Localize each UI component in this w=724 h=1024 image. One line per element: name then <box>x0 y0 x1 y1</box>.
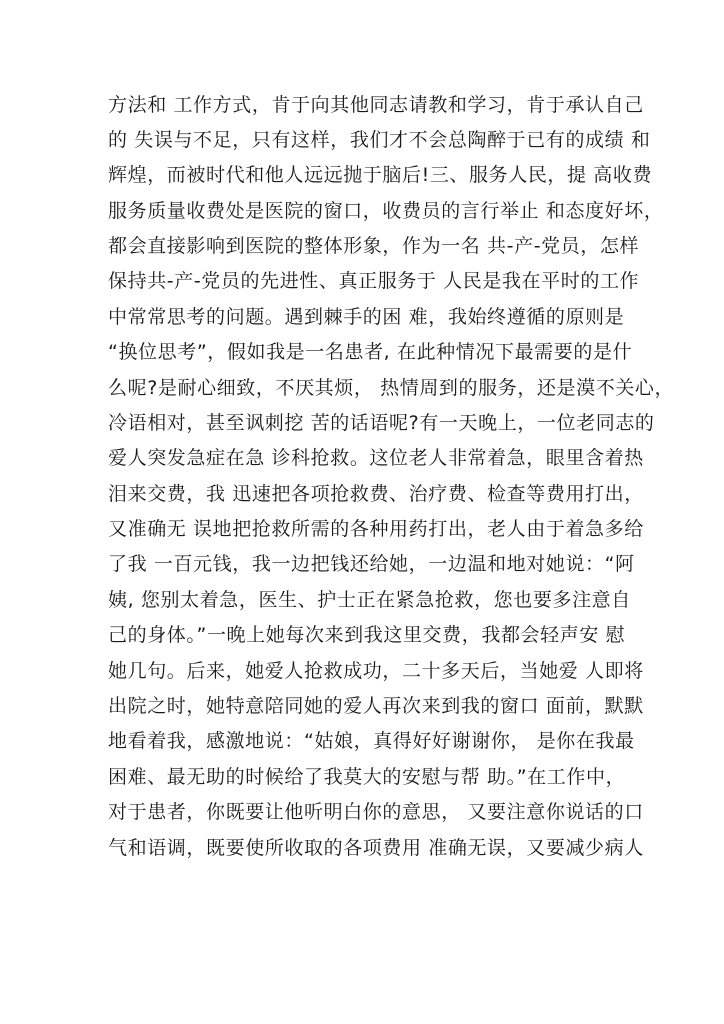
text-line-11: 爱人突发急症在急 诊科抢救。这位老人非常着急，眼里含着热 <box>108 447 644 469</box>
text-line-9: 么呢?是耐心细致，不厌其烦， 热情周到的服务，还是漠不关心， <box>108 377 675 399</box>
text-line-6: 保持共-产-党员的先进性、真正服务于 人民是我在平时的工作 <box>108 270 640 292</box>
text-line-15: 姨, 您别太着急，医生、护士正在紧急抢救，您也要多注意自 <box>108 589 631 611</box>
text-line-14: 了我 一百元钱，我一边把钱还给她，一边温和地对她说：“阿 <box>108 553 635 575</box>
text-line-20: 困难、最无助的时候给了我莫大的安慰与帮 助。”在工作中， <box>108 766 626 788</box>
text-line-22: 气和语调，既要使所收取的各项费用 准确无误，又要减少病人 <box>108 837 644 859</box>
text-line-1: 方法和 工作方式，肯于向其他同志请教和学习，肯于承认自己 <box>108 94 644 116</box>
text-line-21: 对于患者，你既要让他听明白你的意思， 又要注意你说话的口 <box>108 801 644 823</box>
text-line-19: 地看着我，感激地说：“姑娘，真得好好谢谢你， 是你在我最 <box>108 730 635 752</box>
text-line-12: 泪来交费，我 迅速把各项抢救费、治疗费、检查等费用打出， <box>108 483 644 505</box>
text-line-8: “换位思考”，假如我是一名患者, 在此种情况下最需要的是什 <box>108 341 633 363</box>
text-line-13: 又准确无 误地把抢救所需的各种用药打出，老人由于着急多给 <box>108 518 644 540</box>
text-line-17: 她几句。后来，她爱人抢救成功，二十多天后，当她爱 人即将 <box>108 660 644 682</box>
text-line-10: 冷语相对，甚至讽刺挖 苦的话语呢?有一天晚上，一位老同志的 <box>108 412 655 434</box>
text-line-16: 己的身体。”一晚上她每次来到我这里交费，我都会轻声安 慰 <box>108 624 626 646</box>
text-line-7: 中常常思考的问题。遇到棘手的困 难，我始终遵循的原则是 <box>108 306 625 328</box>
text-line-4: 服务质量收费处是医院的窗口，收费员的言行举止 和态度好坏， <box>108 200 664 222</box>
text-line-3: 辉煌，而被时代和他人远远抛于脑后!三、服务人民，提 高收费 <box>108 164 653 186</box>
text-line-5: 都会直接影响到医院的整体形象，作为一名 共-产-党员，怎样 <box>108 235 640 257</box>
text-line-2: 的 失误与不足，只有这样，我们才不会总陶醉于已有的成绩 和 <box>108 129 651 151</box>
text-line-18: 出院之时，她特意陪同她的爱人再次来到我的窗口 面前，默默 <box>108 695 644 717</box>
